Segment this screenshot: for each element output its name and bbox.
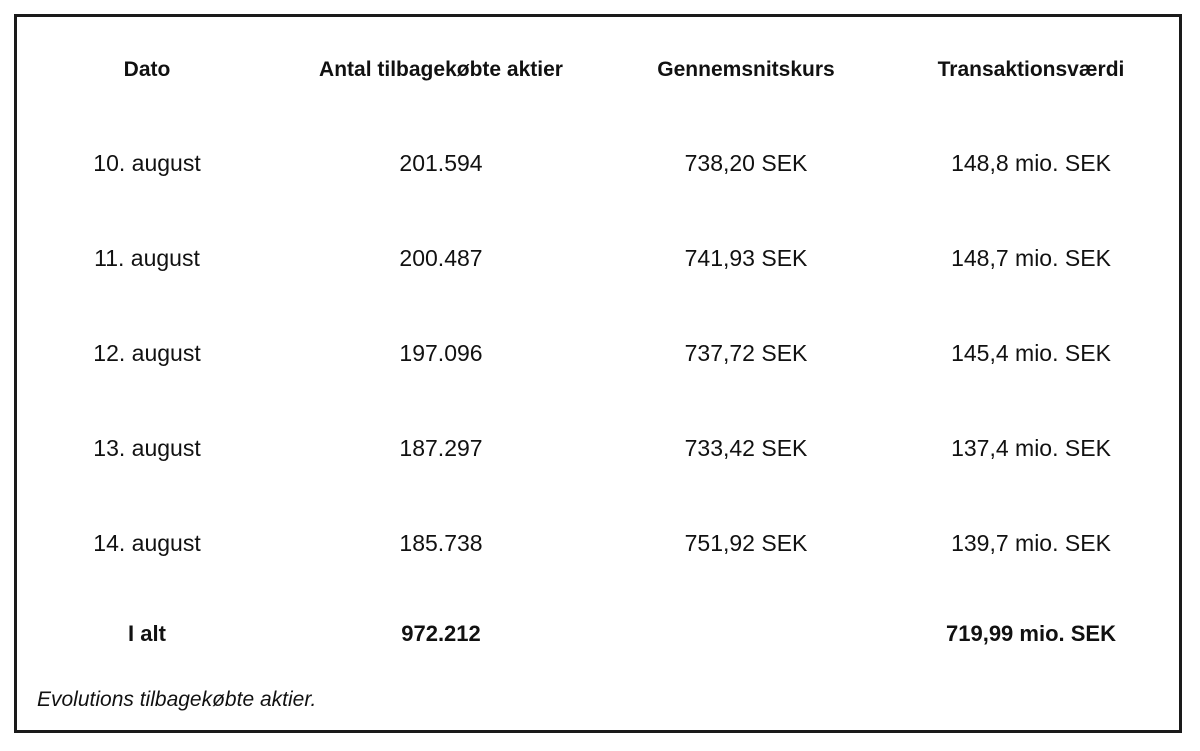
total-shares: 972.212 <box>401 621 481 646</box>
header-shares: Antal tilbagekøbte aktier <box>319 58 563 81</box>
cell-avg-price: 751,92 SEK <box>684 530 808 556</box>
cell-transaction-value: 145,4 mio. SEK <box>951 340 1111 366</box>
cell-avg-price: 737,72 SEK <box>684 340 808 366</box>
header-date: Dato <box>123 58 171 81</box>
header-avg-price: Gennemsnitskurs <box>657 58 835 81</box>
cell-shares: 187.297 <box>399 435 483 461</box>
total-label: I alt <box>128 621 166 646</box>
total-transaction-value: 719,99 mio. SEK <box>946 621 1116 646</box>
table-caption: Evolutions tilbagekøbte aktier. <box>37 688 317 711</box>
cell-date: 10. august <box>93 150 201 176</box>
cell-transaction-value: 148,8 mio. SEK <box>951 150 1111 176</box>
cell-date: 12. august <box>93 340 201 366</box>
cell-date: 14. august <box>93 530 201 556</box>
cell-transaction-value: 148,7 mio. SEK <box>951 245 1111 271</box>
cell-shares: 197.096 <box>399 340 483 366</box>
header-transaction-value: Transaktionsværdi <box>937 58 1125 81</box>
cell-avg-price: 738,20 SEK <box>684 150 808 176</box>
cell-date: 13. august <box>93 435 201 461</box>
cell-avg-price: 733,42 SEK <box>684 435 808 461</box>
cell-shares: 201.594 <box>399 150 483 176</box>
cell-shares: 200.487 <box>399 245 483 271</box>
cell-transaction-value: 139,7 mio. SEK <box>951 530 1111 556</box>
cell-transaction-value: 137,4 mio. SEK <box>951 435 1111 461</box>
cell-date: 11. august <box>94 245 200 271</box>
cell-avg-price: 741,93 SEK <box>684 245 808 271</box>
cell-shares: 185.738 <box>399 530 483 556</box>
